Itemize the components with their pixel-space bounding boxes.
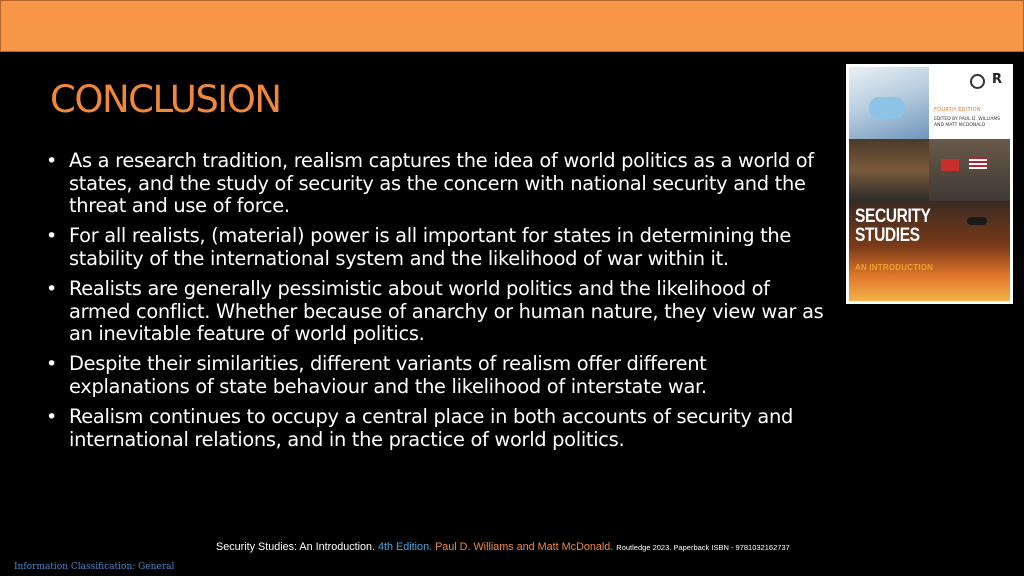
citation-publisher: Routledge 2023. Paperback ISBN - 9781032162737	[616, 543, 790, 552]
classification-label: Information Classification: General	[14, 562, 175, 572]
cover-title: SECURITY STUDIES	[855, 206, 931, 246]
bullet-text: Realists are generally pessimistic about world politics and the likelihood of armed conflict. Whether because of anarchy or human nature, they view war as an inevitable feature of world politics.	[69, 276, 824, 346]
bullet-list	[46, 150, 826, 459]
us-flag-icon	[969, 157, 987, 169]
cover-subtitle: AN INTRODUCTION	[855, 263, 934, 272]
publisher-seal-icon	[970, 74, 985, 89]
bullet-text: Realism continues to occupy a central place in both accounts of security and international relations, and in the practice of world politics.	[69, 404, 793, 451]
cover-photo-medical	[849, 67, 929, 139]
bullet-text: Despite their similarities, different variants of realism offer different explanations of state behaviour and the likelihood of interstate war.	[69, 352, 707, 398]
bullet-glyph: •	[46, 225, 57, 248]
bullet-glyph: •	[46, 277, 57, 300]
citation-edition: 4th Edition.	[378, 541, 433, 553]
bullet-item	[46, 150, 826, 218]
cover-editors: EDITED BY PAUL D. WILLIAMS AND MATT MCDONALD	[934, 117, 1001, 128]
bullet-text: For all realists, (material) power is all important for states in determining the stability of the international system and the likelihood of war within it.	[69, 224, 792, 270]
cover-header	[929, 67, 1010, 139]
slide-title: CONCLUSION	[50, 78, 281, 121]
bullet-glyph: •	[46, 405, 57, 428]
top-accent-band	[0, 0, 1024, 52]
bullet-item	[46, 278, 826, 346]
china-flag-icon	[941, 159, 959, 171]
bullet-item	[46, 225, 826, 270]
helicopter-icon	[967, 217, 987, 225]
citation-footer	[216, 541, 790, 553]
bullet-item	[46, 406, 826, 451]
bullet-glyph: •	[46, 150, 57, 172]
cover-photo-military	[849, 139, 929, 201]
citation-book: Security Studies: An Introduction.	[216, 541, 376, 553]
cover-edition: FOURTH EDITION	[934, 107, 981, 113]
publisher-logo: R	[991, 72, 1002, 87]
book-cover-art	[849, 67, 1010, 301]
bullet-glyph: •	[46, 353, 57, 376]
bullet-text: As a research tradition, realism captures the idea of world politics as a world of states, and the study of security as the concern with national security and the threat and use of force.	[69, 149, 814, 218]
book-cover-image	[846, 64, 1013, 304]
citation-authors: Paul D. Williams and Matt McDonald.	[435, 541, 614, 553]
face-mask-shape	[869, 97, 905, 119]
bullet-item	[46, 353, 826, 398]
